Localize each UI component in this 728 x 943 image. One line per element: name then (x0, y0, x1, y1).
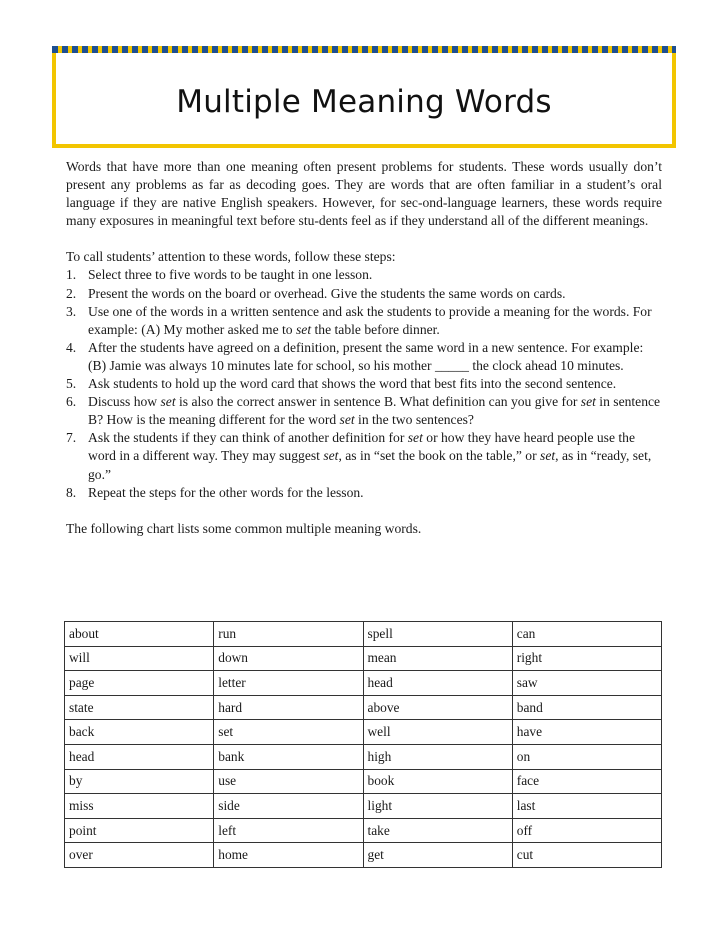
table-cell: left (214, 818, 363, 843)
table-cell: back (65, 720, 214, 745)
step-item (66, 285, 662, 303)
step-item (66, 266, 662, 284)
step-item (66, 393, 662, 429)
step-number: 1. (66, 267, 77, 283)
step-text: in the two sentences? (354, 412, 474, 428)
table-row (65, 818, 662, 843)
step-number: 6. (66, 394, 77, 410)
table-cell: book (363, 769, 512, 794)
table-cell: band (512, 695, 661, 720)
table-cell: can (512, 622, 661, 647)
table-cell: saw (512, 671, 661, 696)
table-cell: high (363, 744, 512, 769)
table-cell: page (65, 671, 214, 696)
step-text: the table before dinner. (311, 321, 440, 337)
table-cell: miss (65, 794, 214, 819)
table-cell: face (512, 769, 661, 794)
table-cell: set (214, 720, 363, 745)
step-emphasis: set (160, 394, 176, 410)
step-emphasis: set (580, 394, 596, 410)
table-cell: home (214, 843, 363, 868)
multiple-meaning-words-table (64, 621, 662, 868)
steps-list (66, 266, 662, 501)
table-cell: cut (512, 843, 661, 868)
table-cell: over (65, 843, 214, 868)
step-item (66, 375, 662, 393)
table-row (65, 769, 662, 794)
table-cell: point (65, 818, 214, 843)
step-number: 4. (66, 339, 77, 355)
step-text: After the students have agreed on a definition, present the same word in a new sentence. For example: (B) Jamie was always 10 minutes late for school, so his mother _____ the clock ahead 10 minutes. (88, 339, 644, 373)
table-cell: spell (363, 622, 512, 647)
step-emphasis: set (339, 412, 355, 428)
table-row (65, 622, 662, 647)
table-cell: hard (214, 695, 363, 720)
table-cell: by (65, 769, 214, 794)
step-text: Present the words on the board or overhead. Give the students the same words on cards. (88, 285, 566, 301)
step-item (66, 303, 662, 339)
table-cell: side (214, 794, 363, 819)
table-row (65, 671, 662, 696)
table-cell: down (214, 646, 363, 671)
step-text: Select three to five words to be taught in one lesson. (88, 267, 373, 283)
document-body (66, 158, 662, 538)
table-cell: will (65, 646, 214, 671)
step-text: Repeat the steps for the other words for the lesson. (88, 484, 364, 500)
step-emphasis: set (540, 448, 556, 464)
step-number: 3. (66, 303, 77, 319)
step-text: Ask the students if they can think of another definition for (88, 430, 408, 446)
banner-stripe (52, 46, 676, 53)
step-emphasis: set (296, 321, 312, 337)
table-cell: take (363, 818, 512, 843)
step-text: is also the correct answer in sentence B. What definition can you give for (175, 394, 581, 410)
intro-paragraph: Words that have more than one meaning often present problems for students. These words usually don’t present any problems as far as decoding goes. They are words that are often familiar in a student’s oral language if they are native English speakers. However, for sec-ond-language learners, these words require many exposures in meaningful text before stu-dents feel as if they understand all of the different meanings. (66, 159, 662, 229)
step-item (66, 484, 662, 502)
table-cell: well (363, 720, 512, 745)
table-cell: run (214, 622, 363, 647)
table-cell: have (512, 720, 661, 745)
step-text: Use one of the words in a written sentence and ask the students to provide a meaning for the words. For example: (A) My mother asked me to (88, 303, 652, 337)
step-number: 5. (66, 376, 77, 392)
table-row (65, 646, 662, 671)
step-item (66, 339, 662, 375)
table-cell: get (363, 843, 512, 868)
table-row (65, 744, 662, 769)
table-cell: use (214, 769, 363, 794)
page-title: Multiple Meaning Words (176, 84, 552, 120)
table-row (65, 720, 662, 745)
step-text: , as in “ready, set, go.” (88, 448, 652, 482)
step-text: Discuss how (88, 394, 161, 410)
table-cell: letter (214, 671, 363, 696)
table-cell: head (65, 744, 214, 769)
step-text: in sentence B? How is the meaning different for the word (88, 394, 661, 428)
table-cell: bank (214, 744, 363, 769)
step-text: , as in “set the book on the table,” or (338, 448, 541, 464)
step-item (66, 429, 662, 483)
table-row (65, 843, 662, 868)
table-cell: off (512, 818, 661, 843)
step-emphasis: set (407, 430, 423, 446)
steps-intro: To call students’ attention to these words, follow these steps: (66, 249, 396, 265)
table-row (65, 794, 662, 819)
table-cell: on (512, 744, 661, 769)
step-number: 8. (66, 484, 77, 500)
table-cell: above (363, 695, 512, 720)
step-number: 2. (66, 285, 77, 301)
chart-intro: The following chart lists some common multiple meaning words. (66, 520, 422, 536)
step-emphasis: set (323, 448, 339, 464)
table-cell: mean (363, 646, 512, 671)
table-cell: head (363, 671, 512, 696)
table-cell: last (512, 794, 661, 819)
step-number: 7. (66, 430, 77, 446)
step-text: Ask students to hold up the word card that shows the word that best fits into the second sentence. (88, 376, 617, 392)
step-text: or how they have heard people use the word in a different way. They may suggest (88, 430, 636, 464)
table-cell: state (65, 695, 214, 720)
table-cell: light (363, 794, 512, 819)
table-row (65, 695, 662, 720)
table-cell: about (65, 622, 214, 647)
table-cell: right (512, 646, 661, 671)
